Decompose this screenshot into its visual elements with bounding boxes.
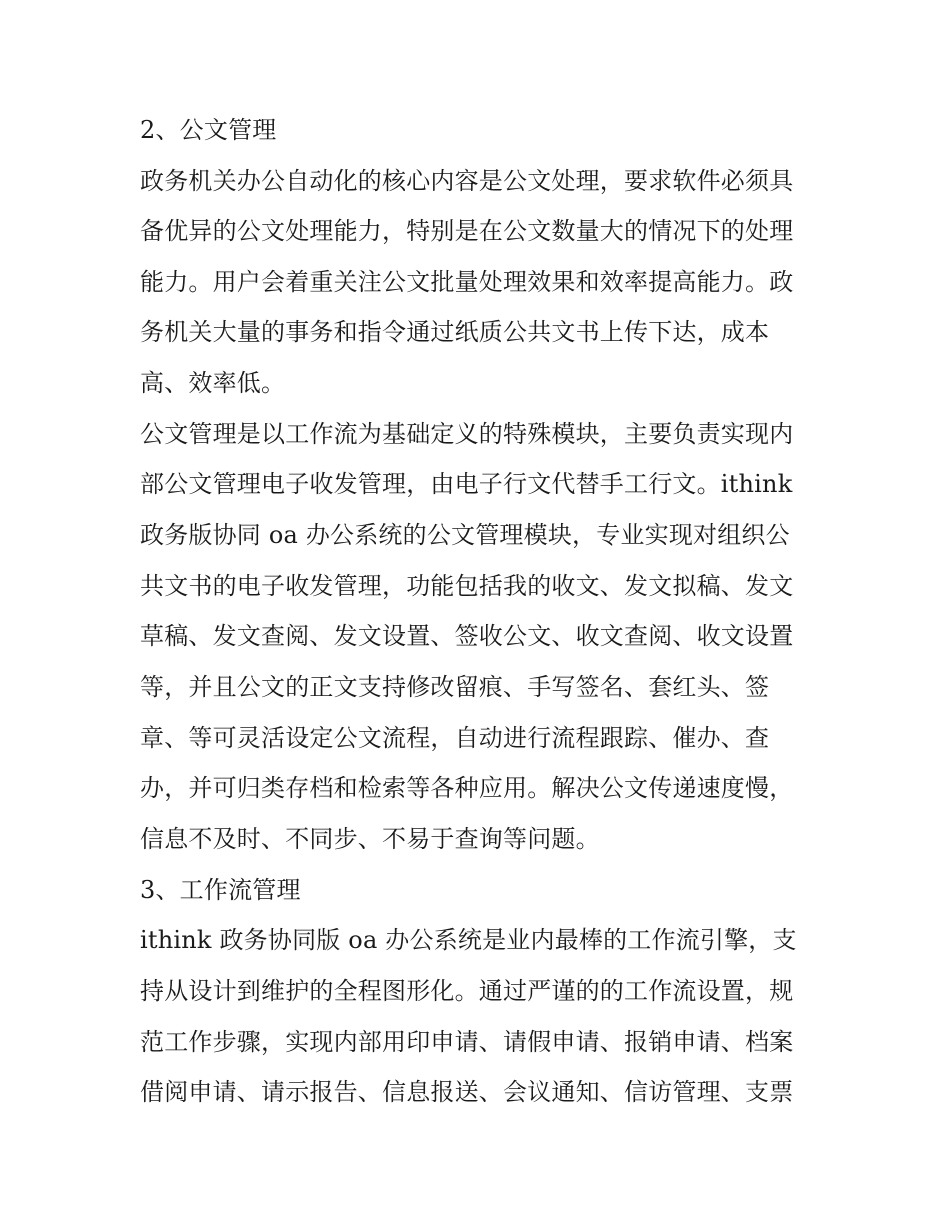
paragraph-line: 备优异的公文处理能力，特别是在公文数量大的情况下的处理 xyxy=(140,217,794,245)
paragraph-line: 务机关大量的事务和指令通过纸质公共文书上传下达，成本 xyxy=(140,318,770,346)
paragraph-line: 能力。用户会着重关注公文批量处理效果和效率提高能力。政 xyxy=(140,268,794,296)
section-heading-workflow-management: 3、工作流管理 xyxy=(140,876,301,904)
paragraph-line: 持从设计到维护的全程图形化。通过严谨的的工作流设置，规 xyxy=(140,977,794,1005)
paragraph-line: 共文书的电子收发管理，功能包括我的收文、发文拟稿、发文 xyxy=(140,572,794,600)
paragraph-line: 政务版协同 oa 办公系统的公文管理模块，专业实现对组织公 xyxy=(140,521,790,549)
paragraph-line: 草稿、发文查阅、发文设置、签收公文、收文查阅、收文设置 xyxy=(140,622,794,650)
paragraph-line: 政务机关办公自动化的核心内容是公文处理，要求软件必须具 xyxy=(140,167,794,195)
paragraph-line: 办，并可归类存档和检索等各种应用。解决公文传递速度慢， xyxy=(140,774,794,802)
paragraph-line: 等，并且公文的正文支持修改留痕、手写签名、套红头、签 xyxy=(140,673,770,701)
paragraph-line: ithink 政务协同版 oa 办公系统是业内最棒的工作流引擎，支 xyxy=(140,926,797,954)
paragraph-line: 信息不及时、不同步、不易于查询等问题。 xyxy=(140,825,600,853)
paragraph-line: 部公文管理电子收发管理，由电子行文代替手工行文。ithink xyxy=(140,470,793,498)
paragraph-line: 范工作步骤，实现内部用印申请、请假申请、报销申请、档案 xyxy=(140,1028,794,1056)
paragraph-line: 章、等可灵活设定公文流程，自动进行流程跟踪、催办、查 xyxy=(140,724,770,752)
section-heading-document-management: 2、公文管理 xyxy=(140,116,277,144)
paragraph-line: 高、效率低。 xyxy=(140,369,286,397)
paragraph-line: 借阅申请、请示报告、信息报送、会议通知、信访管理、支票 xyxy=(140,1078,794,1106)
paragraph-line: 公文管理是以工作流为基础定义的特殊模块，主要负责实现内 xyxy=(140,420,794,448)
